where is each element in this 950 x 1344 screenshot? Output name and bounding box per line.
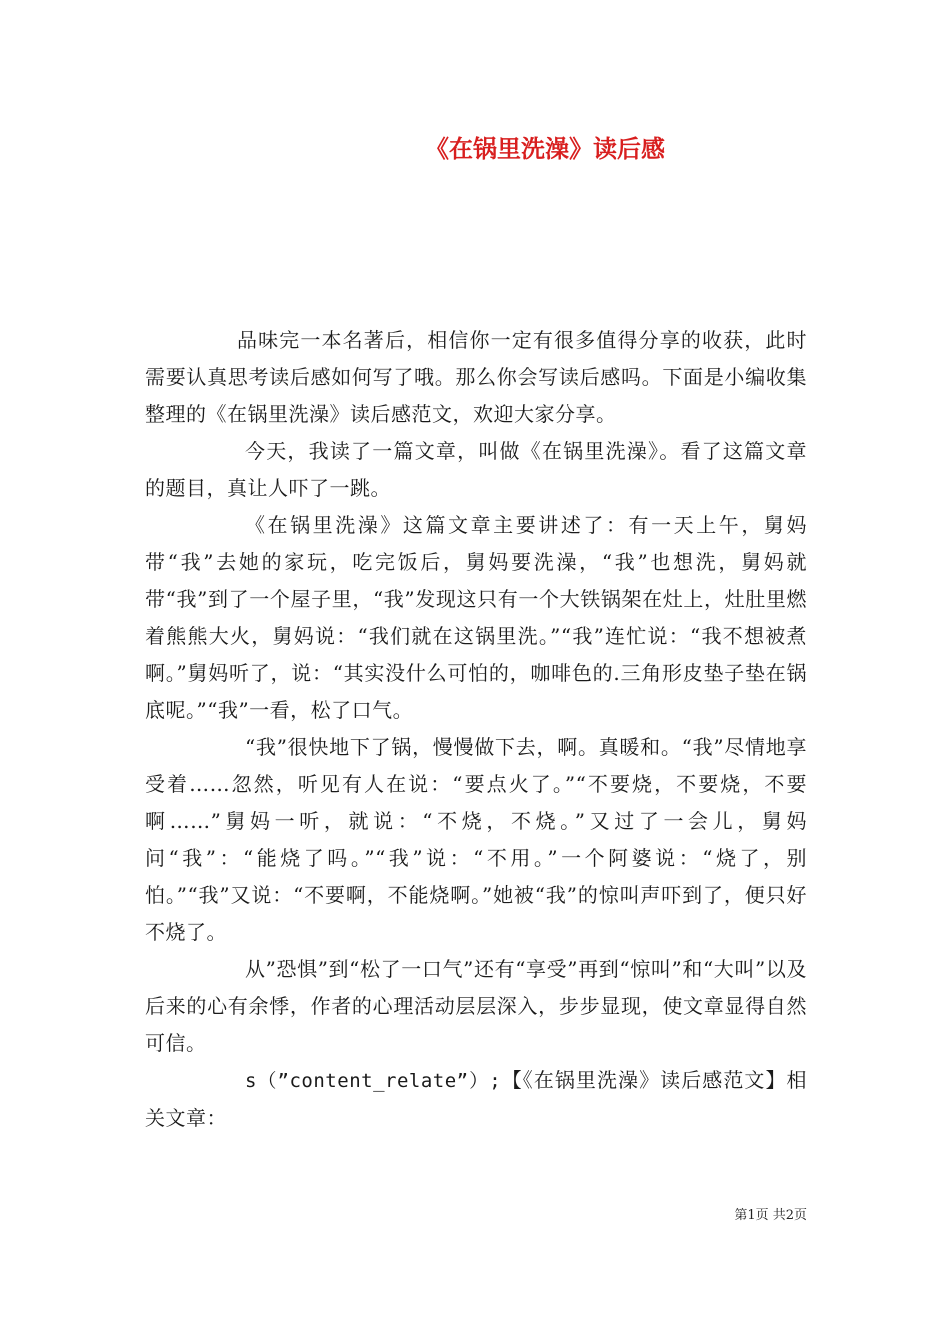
page-number: 第1页 共2页	[734, 1208, 807, 1223]
related-articles-label: 【《在锅里洗澡》读后感范文】相关文章：	[145, 1068, 808, 1130]
body-paragraph: 《在锅里洗澡》这篇文章主要讲述了：有一天上午，舅妈带“我”去她的家玩，吃完饭后，舅妈要洗澡，“我”也想洗，舅妈就带“我”到了一个屋子里，“我”发现这只有一个大铁锅架在灶上，灶肚里燃着熊熊大火，舅妈说：“我们就在这锅里洗。”“我”连忙说：“我不想被煮啊。”舅妈听了，说：“其实没什么可怕的，咖啡色的.三角形皮垫子垫在锅底呢。”“我”一看，松了口气。	[145, 513, 807, 722]
body-paragraph: 从”恐惧”到“松了一口气”还有“享受”再到“惊叫”和“大叫”以及后来的心有余悸，作者的心理活动层层深入，步步显现，使文章显得自然可信。	[145, 957, 807, 1055]
body-paragraph: 今天，我读了一篇文章，叫做《在锅里洗澡》。看了这篇文章的题目，真让人吓了一跳。	[145, 439, 807, 500]
document-body	[145, 322, 807, 1137]
intro-paragraph: 品味完一本名著后，相信你一定有很多值得分享的收获，此时需要认真思考读后感如何写了哦。那么你会写读后感吗。下面是小编收集整理的《在锅里洗澡》读后感范文，欢迎大家分享。	[145, 328, 807, 426]
related-prefix: s（”content_relate”）;	[245, 1070, 502, 1092]
related-articles-line	[145, 1062, 807, 1137]
body-paragraph: “我”很快地下了锅，慢慢做下去，啊。真暖和。“我”尽情地享受着……忽然，听见有人在说：“要点火了。”“不要烧，不要烧，不要啊……”舅妈一听，就说：“不烧，不烧。”又过了一会儿，舅妈问“我”：“能烧了吗。”“我”说：“不用。”一个阿婆说：“烧了，别怕。”“我”又说：“不要啊，不能烧啊。”她被“我”的惊叫声吓到了，便只好不烧了。	[145, 735, 807, 944]
document-title: 《在锅里洗澡》读后感	[425, 134, 665, 163]
